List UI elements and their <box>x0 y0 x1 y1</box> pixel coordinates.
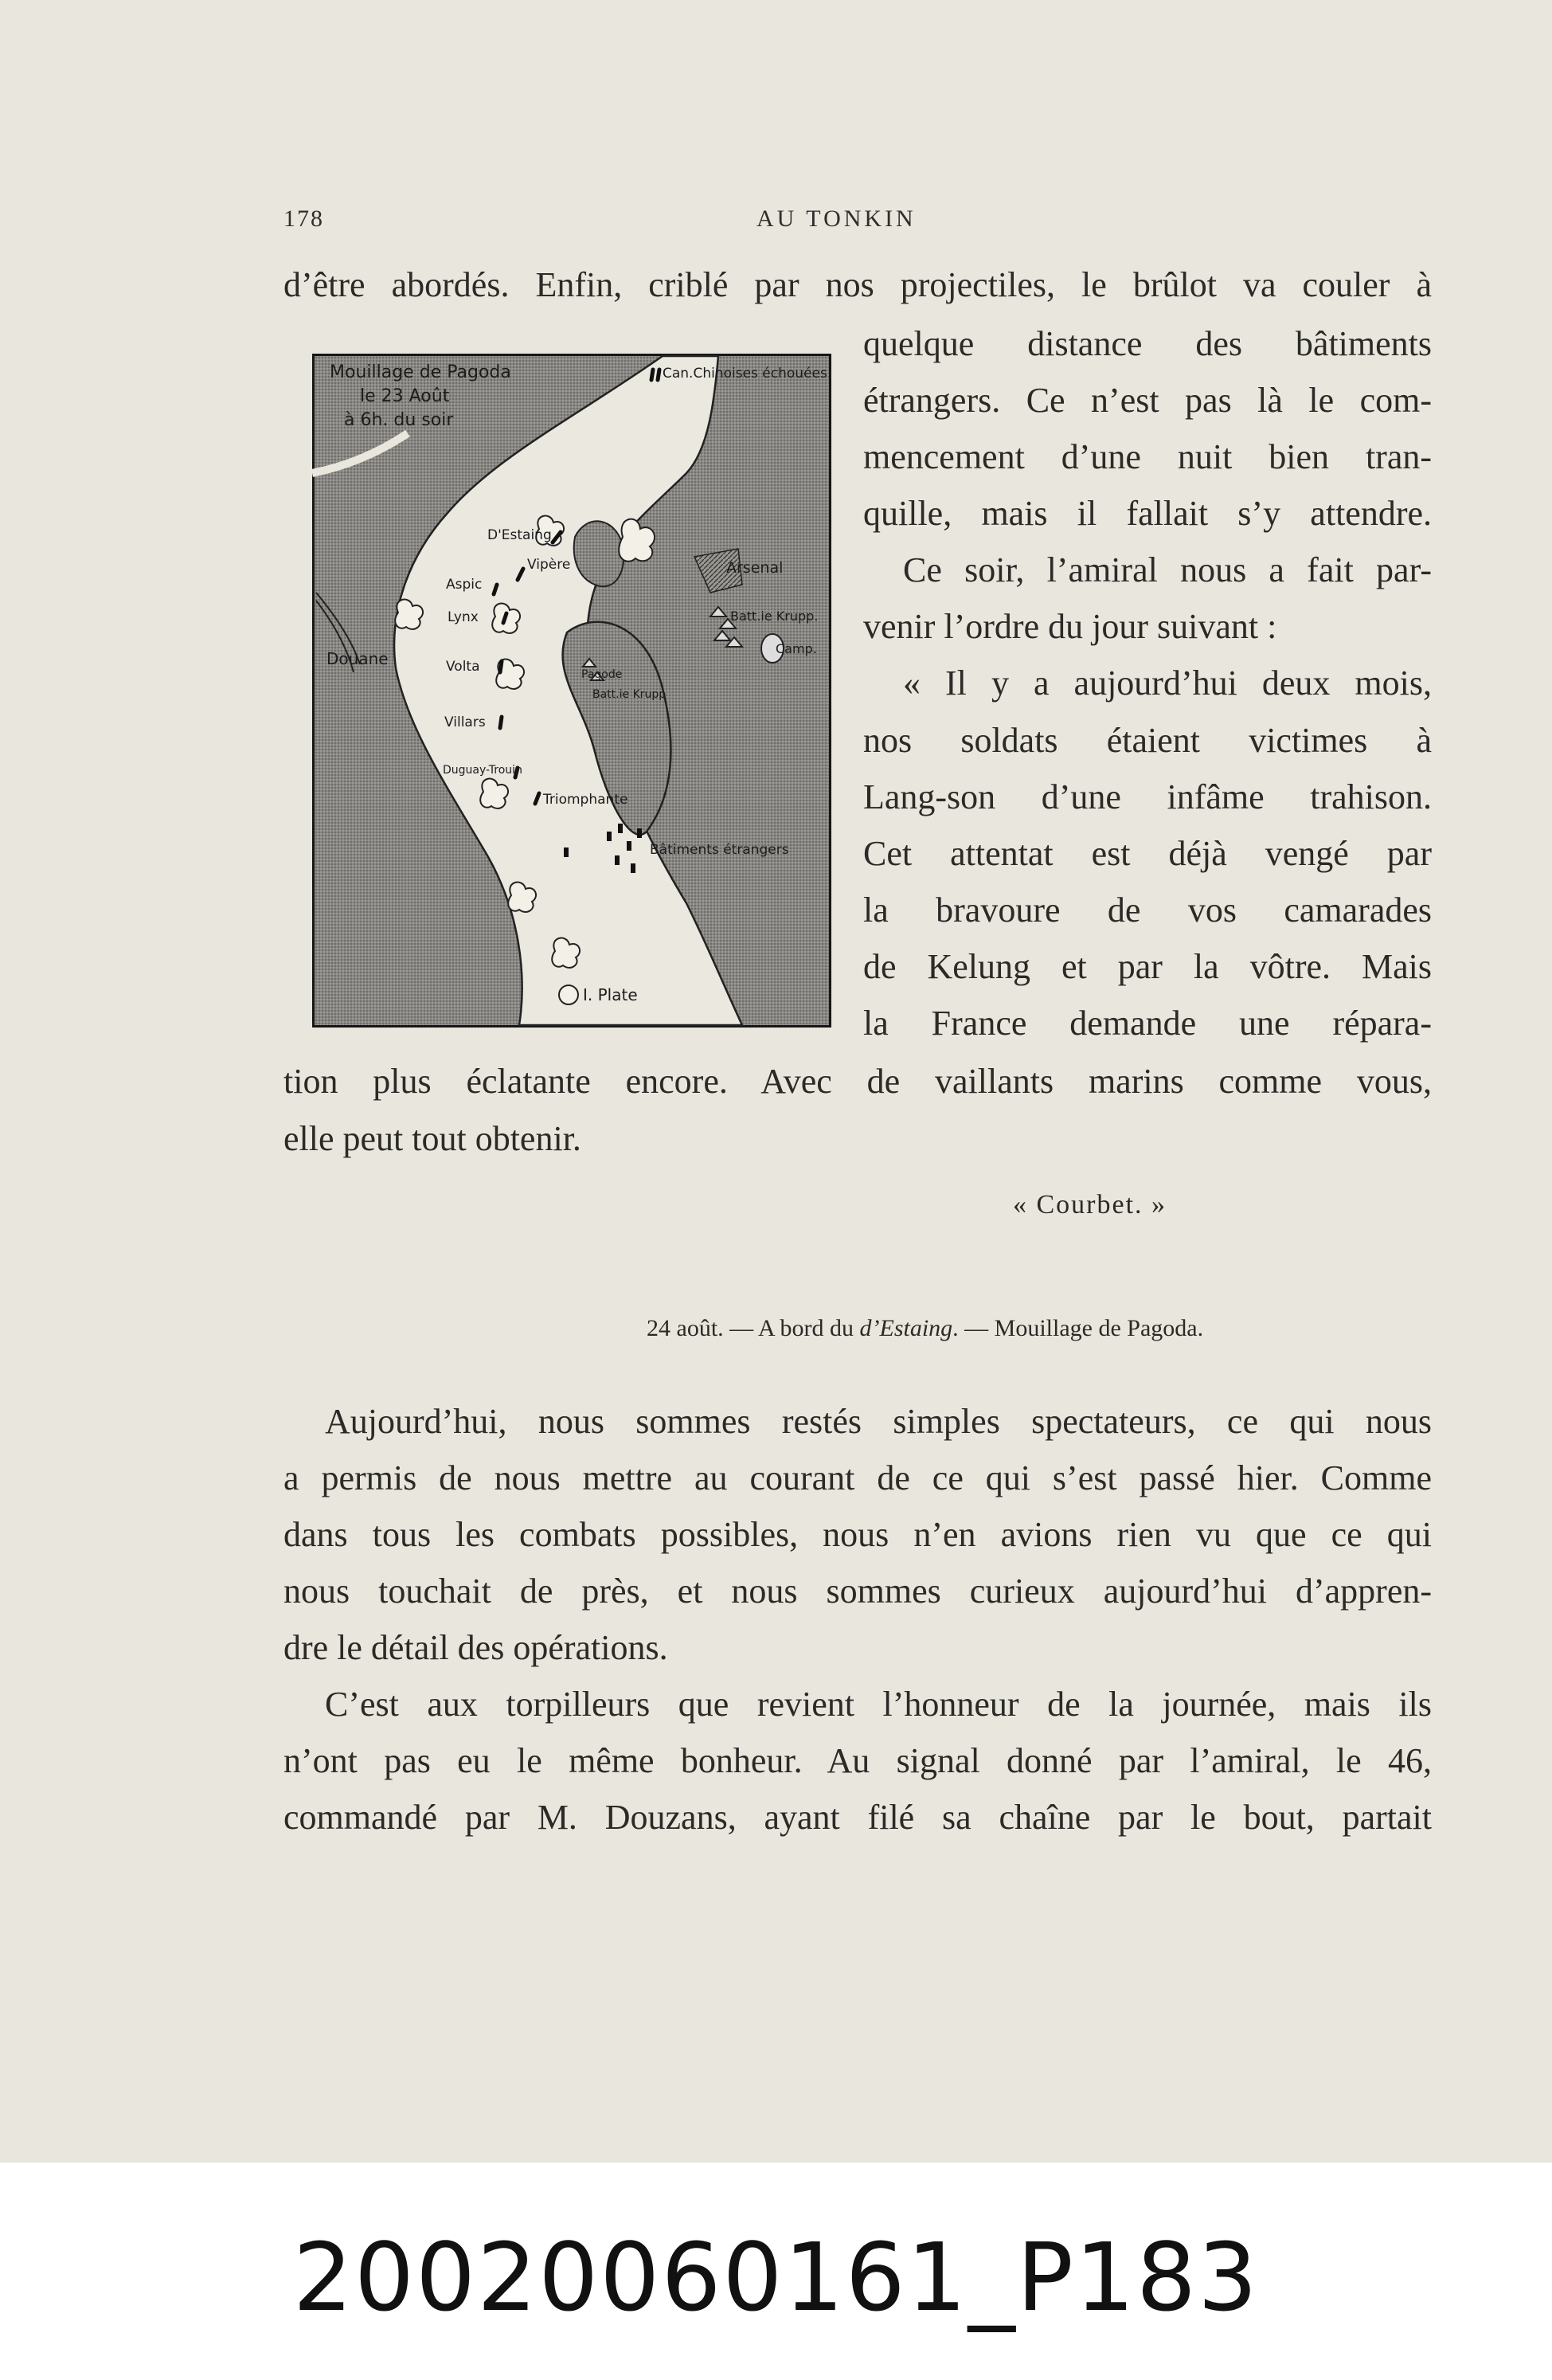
text-line: mencement d’une nuit bien tran- <box>863 437 1432 476</box>
dateline-place: . — Mouillage de Pagoda. <box>952 1315 1204 1341</box>
map-label: Can.Chinoises échouées. <box>663 366 831 382</box>
map-label: Volta <box>446 659 480 675</box>
text-line: Lang-son d’une infâme trahison. <box>863 777 1432 816</box>
map-label: Lynx <box>448 609 479 625</box>
map-label: Triomphante <box>543 792 628 808</box>
map-label: Batt.ie Krupp <box>592 688 667 701</box>
map-label: Batt.ie Krupp. <box>730 609 819 624</box>
text-line: tion plus éclatante encore. Avec de vaillants marins comme vous, <box>283 1062 1432 1101</box>
map-label: Camp. <box>776 641 817 656</box>
text-line: d’être abordés. Enfin, criblé par nos projectiles, le brûlot va couler à <box>283 265 1432 304</box>
map-figure <box>312 354 831 1028</box>
text-line: « Il y a aujourd’hui deux mois, <box>903 664 1432 703</box>
text-line: nous touchait de près, et nous sommes curieux aujourd’hui d’appren- <box>283 1572 1432 1611</box>
map-label: le 23 Août <box>360 386 450 406</box>
dateline-date: 24 août. — A bord du <box>647 1315 860 1341</box>
map-label: Aspic <box>446 577 483 593</box>
map-label: Douane <box>326 649 389 668</box>
text-line: a permis de nous mettre au courant de ce qui s’est passé hier. Comme <box>283 1458 1432 1497</box>
map-drawing <box>312 354 831 1028</box>
text-line: quelque distance des bâtiments <box>863 324 1432 363</box>
text-line: dre le détail des opérations. <box>283 1628 668 1667</box>
text-line: Aujourd’hui, nous sommes restés simples spectateurs, ce qui nous <box>325 1402 1432 1441</box>
text-line: C’est aux torpilleurs que revient l’honneur de la journée, mais ils <box>325 1685 1432 1724</box>
text-line: quille, mais il fallait s’y attendre. <box>863 494 1432 533</box>
running-title: AU TONKIN <box>756 206 917 232</box>
text-line: de Kelung et par la vôtre. Mais <box>863 947 1432 986</box>
map-label: Arsenal <box>726 559 784 577</box>
text-line: la France demande une répara- <box>863 1004 1432 1043</box>
dateline-ship: d’Estaing <box>859 1315 953 1341</box>
map-label: Vipère <box>527 557 571 573</box>
text-line: Cet attentat est déjà vengé par <box>863 834 1432 873</box>
text-line: étrangers. Ce n’est pas là le com- <box>863 381 1432 420</box>
text-line: venir l’ordre du jour suivant : <box>863 607 1277 646</box>
text-line: Ce soir, l’amiral nous a fait par- <box>903 550 1432 589</box>
map-label: Bâtiments étrangers <box>650 842 789 858</box>
map-label: D'Estaing <box>487 527 552 543</box>
map-label: I. Plate <box>583 985 638 1004</box>
text-line: dans tous les combats possibles, nous n’en avions rien vu que ce qui <box>283 1515 1432 1554</box>
archive-id: 20020060161_P183 <box>292 2222 1260 2332</box>
signature: « Courbet. » <box>1013 1190 1167 1219</box>
page-number: 178 <box>283 206 324 232</box>
text-line: la bravoure de vos camarades <box>863 891 1432 930</box>
dateline <box>647 1315 1203 1342</box>
map-label: Mouillage de Pagoda <box>330 362 511 382</box>
text-line: nos soldats étaient victimes à <box>863 721 1432 760</box>
text-line: elle peut tout obtenir. <box>283 1119 581 1158</box>
text-line: n’ont pas eu le même bonheur. Au signal donné par l’amiral, le 46, <box>283 1741 1432 1780</box>
map-label: à 6h. du soir <box>344 410 454 430</box>
map-label: Villars <box>444 714 486 730</box>
text-line: commandé par M. Douzans, ayant filé sa chaîne par le bout, partait <box>283 1798 1432 1837</box>
map-label: Pagode <box>581 668 623 681</box>
map-label: Duguay-Trouin <box>443 764 522 777</box>
